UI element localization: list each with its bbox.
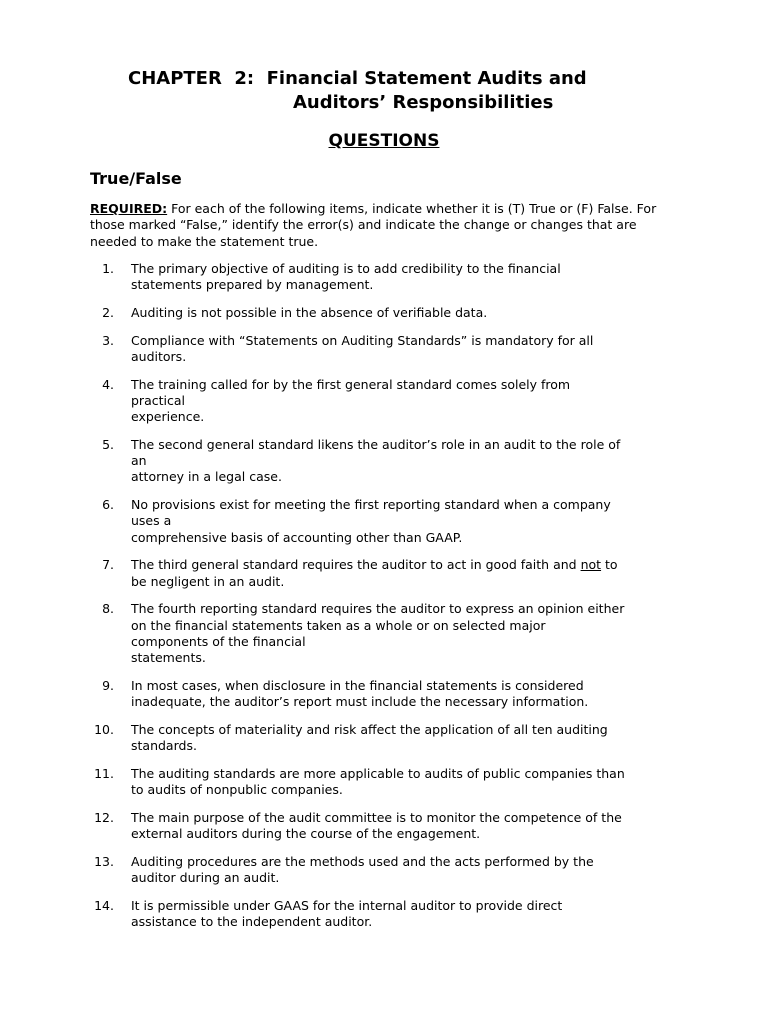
required-text: For each of the following items, indicate whether it is (T) True or (F) False. For those marked “False,” identify the error(s) and indicate the change or changes that are needed to make the statement true.: [90, 201, 657, 249]
question-item-8: [90, 601, 690, 666]
question-text-part: The third general standard requires the auditor to act in good faith and: [131, 557, 581, 573]
question-text: The training called for by the first general standard comes solely from practical experience.: [131, 376, 571, 425]
question-text: In most cases, when disclosure in the financial statements is considered inadequate, the auditor’s report must include the necessary information.: [131, 677, 589, 710]
question-item-5: [90, 437, 690, 486]
questions-heading: QUESTIONS: [328, 131, 440, 151]
question-number: 5.: [102, 437, 114, 452]
question-number: 1.: [102, 261, 114, 276]
question-text: Auditing procedures are the methods used and the acts performed by the auditor during an audit.: [131, 853, 594, 886]
question-list: [90, 261, 690, 942]
question-text: The primary objective of auditing is to add credibility to the financial statements prepared by management.: [131, 261, 561, 293]
question-number: 11.: [94, 765, 114, 781]
question-item-6: [90, 497, 690, 546]
question-text: The auditing standards are more applicable to audits of public companies than to audits of nonpublic companies.: [131, 765, 625, 798]
question-number: 13.: [94, 853, 114, 869]
question-item-12: [90, 810, 690, 842]
question-text: No provisions exist for meeting the first reporting standard when a company uses a comprehensive basis of accounting other than GAAP.: [131, 497, 611, 545]
question-number: 4.: [102, 376, 114, 392]
question-item-13: [90, 854, 690, 886]
question-text: The fourth reporting standard requires the auditor to express an opinion either on the financial statements taken as a whole or on selected major components of the financial statements.: [131, 601, 625, 666]
required-label: REQUIRED:: [90, 201, 168, 216]
underlined-word: not: [580, 557, 602, 573]
question-item-7: [90, 557, 690, 589]
question-number: 10.: [94, 721, 114, 737]
question-text: Auditing is not possible in the absence of verifiable data.: [131, 305, 488, 320]
question-item-11: [90, 766, 690, 798]
chapter-title-line-2: Auditors’ Responsibilities: [293, 92, 554, 113]
questions-heading-container: [0, 130, 768, 152]
question-number: 3.: [102, 332, 114, 348]
question-item-2: [90, 305, 690, 321]
question-item-9: [90, 678, 690, 710]
question-number: 2.: [102, 305, 114, 320]
question-number: 8.: [102, 601, 114, 617]
question-number: 9.: [102, 677, 114, 693]
question-text: Compliance with “Statements on Auditing Standards” is mandatory for all auditors.: [131, 332, 594, 364]
question-number: 6.: [102, 497, 114, 513]
question-item-3: [90, 333, 690, 365]
question-text: It is permissible under GAAS for the internal auditor to provide direct assistance to the independent auditor.: [131, 897, 563, 930]
question-item-4: [90, 377, 690, 426]
question-item-14: [90, 898, 690, 930]
question-number: 14.: [94, 897, 114, 913]
question-text: [131, 557, 690, 589]
question-item-10: [90, 722, 690, 754]
question-number: 7.: [102, 557, 114, 573]
true-false-heading: True/False: [90, 169, 182, 188]
question-text: The main purpose of the audit committee is to monitor the competence of the external auditors during the course of the engagement.: [131, 809, 622, 842]
question-text: The concepts of materiality and risk affect the application of all ten auditing standards.: [131, 721, 608, 754]
question-text-part: to be negligent in an audit.: [131, 557, 618, 589]
question-item-1: [90, 261, 690, 293]
required-instructions: [90, 201, 680, 250]
question-text: The second general standard likens the auditor’s role in an audit to the role of an attorney in a legal case.: [131, 437, 621, 485]
question-number: 12.: [94, 809, 114, 825]
chapter-title-line-1: CHAPTER 2: Financial Statement Audits and: [128, 68, 587, 89]
